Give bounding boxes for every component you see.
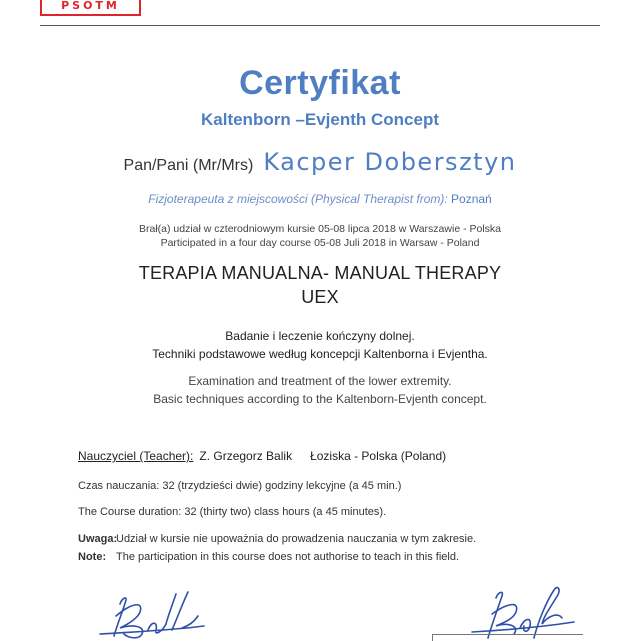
note-en-label: Note:: [78, 551, 107, 563]
hours-en: The Course duration: 32 (thirty two) class hours (a 45 minutes).: [78, 506, 387, 518]
teacher-name: Z. Grzegorz Balik: [199, 449, 293, 463]
note-en: [78, 551, 459, 563]
note-pl-text: Udział w kursie nie upoważnia do prowadzenia nauczania w tym zakresie.: [116, 533, 477, 545]
participation-pl: Brał(a) udział w czterodniowym kursie 05-08 lipca 2018 w Warszawie - Polska: [139, 223, 501, 235]
logo-text: PSOTM: [61, 0, 120, 12]
course-block: [0, 261, 640, 309]
certificate-subtitle: Kaltenborn –Evjenth Concept: [200, 110, 440, 129]
recipient-label: Pan/Pani (Mr/Mrs): [123, 157, 254, 174]
description-pl-line1: Badanie i leczenie kończyny dolnej.: [225, 329, 415, 343]
profession-text: Fizjoterapeuta z miejscowości (Physical Therapist from):: [148, 192, 452, 206]
recipient-row: [0, 148, 640, 178]
psotm-logo: [40, 0, 141, 16]
teacher-location: Łoziska - Polska (Poland): [310, 449, 447, 463]
second-signature: [458, 582, 578, 640]
participation-en: Participated in a four day course 05-08 Juli 2018 in Warsaw - Poland: [160, 237, 480, 249]
participation-block: [0, 222, 640, 250]
description-en-line2: Basic techniques according to the Kaltenborn-Evjenth concept.: [153, 392, 487, 406]
teacher-line: [78, 449, 446, 463]
profession-line: [0, 192, 640, 206]
teacher-signature: [94, 586, 214, 640]
header-divider: [40, 25, 600, 26]
course-title: TERAPIA MANUALNA- MANUAL THERAPY: [138, 263, 502, 283]
description-en: [0, 372, 640, 408]
certificate-title: Certyfikat: [239, 64, 401, 102]
description-pl: [0, 327, 640, 363]
note-pl: [78, 533, 476, 545]
profession-city: Poznań: [451, 192, 492, 206]
teacher-label: Nauczyciel (Teacher):: [78, 449, 194, 463]
note-pl-label: Uwaga:: [78, 533, 118, 545]
hours-pl: Czas nauczania: 32 (trzydzieści dwie) godziny lekcyjne (a 45 min.): [78, 480, 402, 492]
description-pl-line2: Techniki podstawowe według koncepcji Kaltenborna i Evjentha.: [152, 347, 488, 361]
note-en-text: The participation in this course does not authorise to teach in this field.: [116, 551, 460, 563]
course-code: UEX: [301, 287, 339, 307]
recipient-name: Kacper Dobersztyn: [263, 148, 517, 176]
description-en-line1: Examination and treatment of the lower extremity.: [188, 374, 452, 388]
